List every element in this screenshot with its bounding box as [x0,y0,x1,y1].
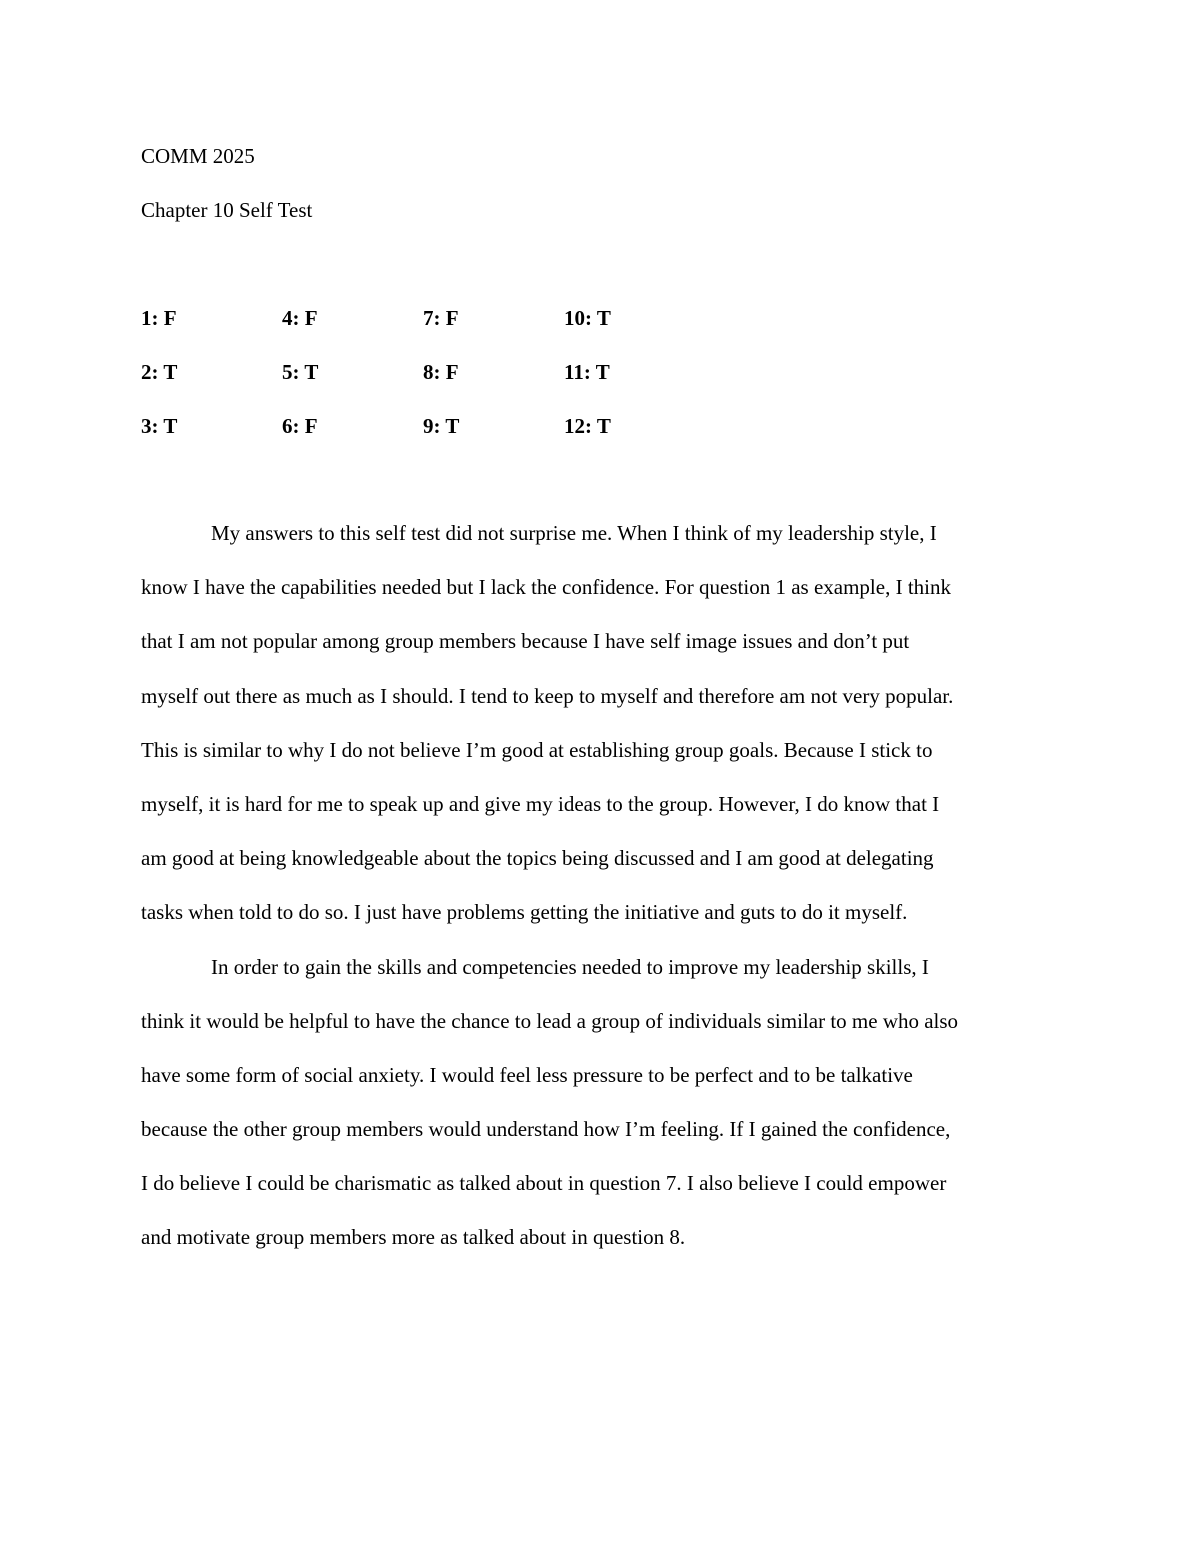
answer-row [141,362,741,416]
essay-line: myself out there as much as I should. I tend to keep to myself and therefore am not very popular. [141,683,954,708]
reflection-essay [141,523,1061,1282]
answer-item: 5: T [282,360,319,384]
answer-item: 1: F [141,306,177,330]
answer-item: 8: F [423,360,459,384]
essay-line: In order to gain the skills and competencies needed to improve my leadership skills, I [211,954,929,979]
essay-line: myself, it is hard for me to speak up and give my ideas to the group. However, I do know that I [141,791,940,816]
essay-line: because the other group members would understand how I’m feeling. If I gained the confidence, [141,1117,951,1142]
answer-item: 4: F [282,306,318,330]
essay-line: think it would be helpful to have the chance to lead a group of individuals similar to me who also [141,1008,959,1033]
answer-item: 7: F [423,306,459,330]
essay-line: know I have the capabilities needed but I lack the confidence. For question 1 as example, I think [141,575,951,600]
essay-line: This is similar to why I do not believe I’m good at establishing group goals. Because I stick to [141,737,933,762]
answer-row [141,308,741,362]
answer-row [141,416,741,470]
answer-key-grid [141,308,741,470]
essay-line: tasks when told to do so. I just have problems getting the initiative and guts to do it myself. [141,900,908,925]
essay-line: and motivate group members more as talked about in question 8. [141,1225,686,1250]
answer-item: 2: T [141,360,178,384]
answer-item: 12: T [564,414,611,438]
essay-line: that I am not popular among group members because I have self image issues and don’t put [141,629,910,654]
essay-line: have some form of social anxiety. I would feel less pressure to be perfect and to be talkative [141,1062,913,1087]
answer-item: 11: T [564,360,610,384]
answer-item: 3: T [141,414,178,438]
essay-line: I do believe I could be charismatic as talked about in question 7. I also believe I could empower [141,1171,947,1196]
course-code: COMM 2025 [141,144,255,168]
assignment-title: Chapter 10 Self Test [141,198,313,222]
essay-line: am good at being knowledgeable about the topics being discussed and I am good at delegating [141,846,934,871]
answer-item: 6: F [282,414,318,438]
essay-line: My answers to this self test did not surprise me. When I think of my leadership style, I [211,521,937,545]
answer-item: 9: T [423,414,460,438]
answer-item: 10: T [564,306,611,330]
